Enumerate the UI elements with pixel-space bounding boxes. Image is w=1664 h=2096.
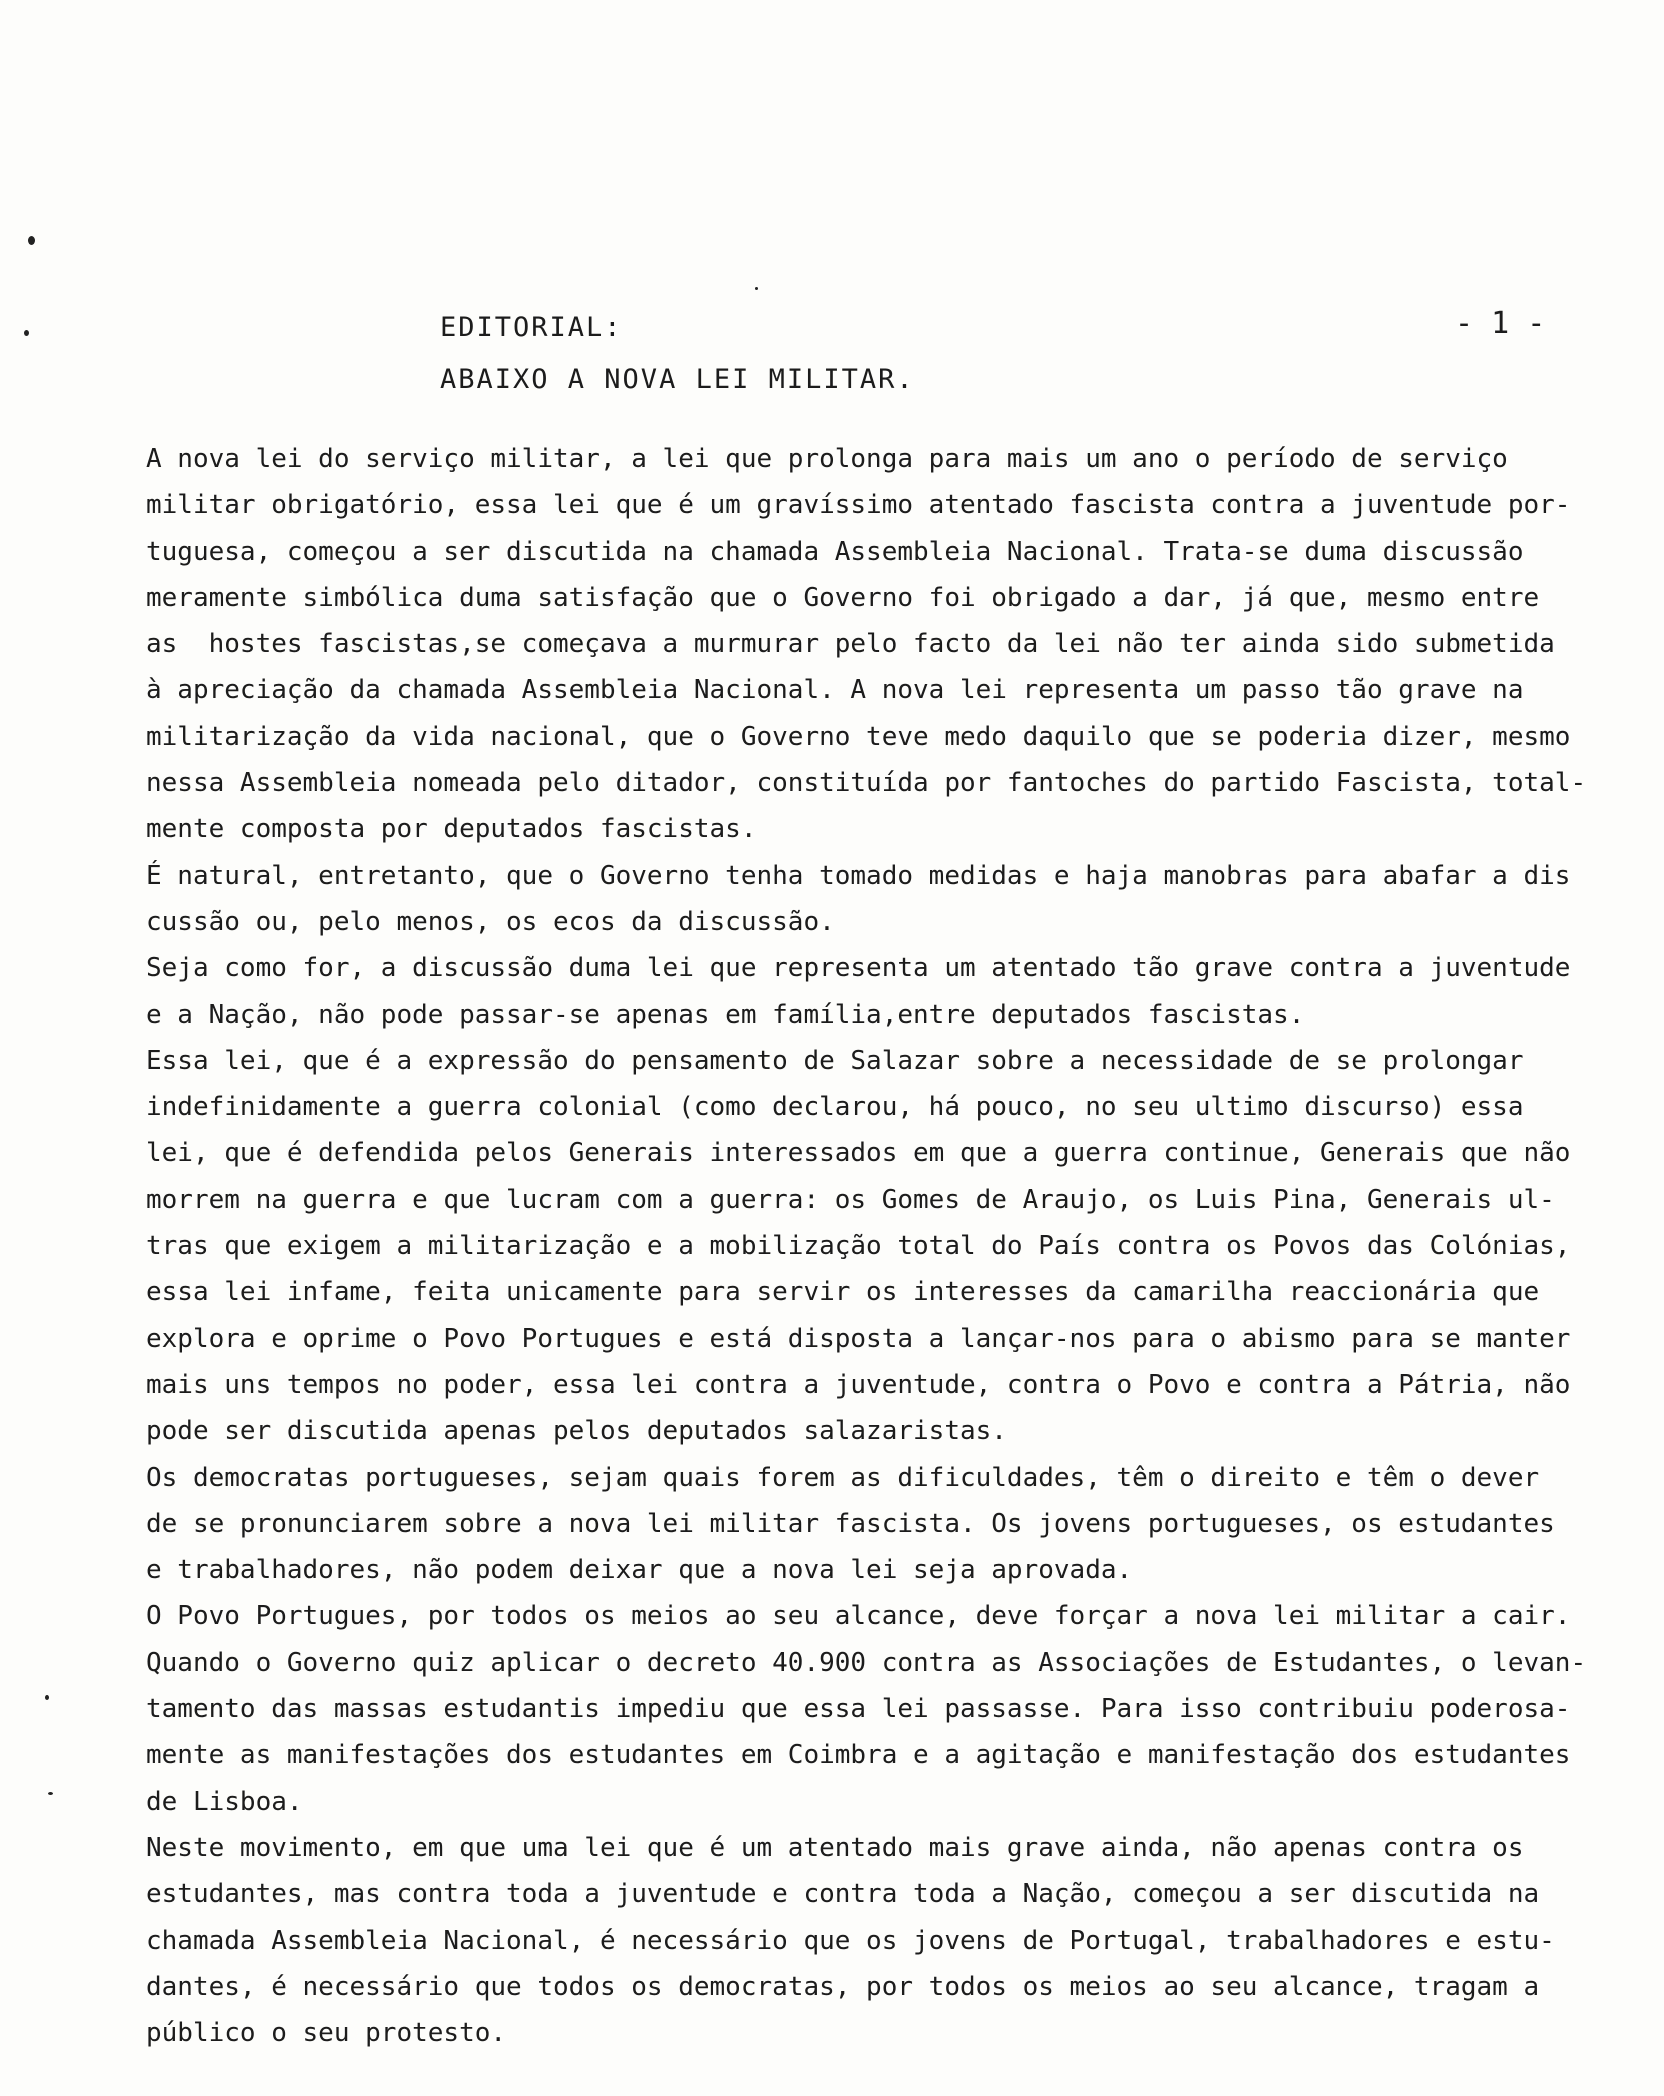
scan-speck xyxy=(755,287,758,290)
text-line: Essa lei, que é a expressão do pensamento de Salazar sobre a necessidade de se prolongar xyxy=(146,1045,1524,1076)
editorial-body xyxy=(146,436,1596,2056)
text-line: A nova lei do serviço militar, a lei que prolonga para mais um ano o período de serviço xyxy=(146,444,1508,474)
text-line: tuguesa, começou a ser discutida na chamada Assembleia Nacional. Trata-se duma discussão xyxy=(146,536,1524,567)
text-line: meramente simbólica duma satisfação que o Governo foi obrigado a dar, já que, mesmo entre xyxy=(146,582,1540,613)
text-line: e trabalhadores, não podem deixar que a nova lei seja aprovada. xyxy=(146,1555,1133,1586)
text-line: estudantes, mas contra toda a juventude e contra toda a Nação, começou a ser discutida na xyxy=(146,1879,1540,1910)
text-line: militar obrigatório, essa lei que é um gravíssimo atentado fascista contra a juventude por- xyxy=(146,490,1571,521)
text-line: O Povo Portugues, por todos os meios ao seu alcance, deve forçar a nova lei militar a cair. xyxy=(146,1601,1571,1632)
text-line: explora e oprime o Povo Portugues e está disposta a lançar-nos para o abismo para se manter xyxy=(146,1323,1571,1354)
text-line: mente composta por deputados fascistas. xyxy=(146,814,757,845)
text-line: cussão ou, pelo menos, os ecos da discussão. xyxy=(146,906,835,937)
text-line: público o seu protesto. xyxy=(146,2018,507,2049)
scan-speck xyxy=(28,236,35,245)
text-line: lei, que é defendida pelos Generais interessados em que a guerra continue, Generais que não xyxy=(146,1138,1571,1169)
editorial-label: EDITORIAL: xyxy=(440,312,623,343)
text-line: dantes, é necessário que todos os democratas, por todos os meios ao seu alcance, tragam a xyxy=(146,1971,1540,2002)
text-line: de se pronunciarem sobre a nova lei militar fascista. Os jovens portugueses, os estudantes xyxy=(146,1508,1555,1539)
text-line: militarização da vida nacional, que o Governo teve medo daquilo que se poderia dizer, mesmo xyxy=(146,721,1571,752)
text-line: tamento das massas estudantis impediu que essa lei passasse. Para isso contribuiu poderosa- xyxy=(146,1694,1571,1725)
text-line: de Lisboa. xyxy=(146,1786,303,1817)
text-line: mais uns tempos no poder, essa lei contra a juventude, contra o Povo e contra a Pátria, não xyxy=(146,1369,1571,1400)
text-line: Neste movimento, em que uma lei que é um atentado mais grave ainda, não apenas contra os xyxy=(146,1832,1524,1863)
scan-speck xyxy=(48,1792,53,1795)
text-line: e a Nação, não pode passar-se apenas em família,entre deputados fascistas. xyxy=(146,999,1305,1030)
scan-speck xyxy=(45,1695,49,1700)
text-line: essa lei infame, feita unicamente para servir os interesses da camarilha reaccionária que xyxy=(146,1277,1540,1308)
text-line: nessa Assembleia nomeada pelo ditador, constituída por fantoches do partido Fascista, total- xyxy=(146,768,1587,799)
text-line: Seja como for, a discussão duma lei que representa um atentado tão grave contra a juventude xyxy=(146,953,1571,984)
text-line: à apreciação da chamada Assembleia Nacional. A nova lei representa um passo tão grave na xyxy=(146,675,1524,706)
editorial-title: ABAIXO A NOVA LEI MILITAR. xyxy=(440,364,915,395)
text-line: indefinidamente a guerra colonial (como declarou, há pouco, no seu ultimo discurso) essa xyxy=(146,1092,1524,1123)
text-line: Quando o Governo quiz aplicar o decreto 40.900 contra as Associações de Estudantes, o levan- xyxy=(146,1647,1587,1678)
page-number: - 1 - xyxy=(1455,306,1546,341)
editorial-heading xyxy=(440,302,915,406)
text-line: É natural, entretanto, que o Governo tenha tomado medidas e haja manobras para abafar a dis xyxy=(146,860,1571,891)
text-line: chamada Assembleia Nacional, é necessário que os jovens de Portugal, trabalhadores e estu- xyxy=(146,1925,1555,1956)
text-line: morrem na guerra e que lucram com a guerra: os Gomes de Araujo, os Luis Pina, Generais ul- xyxy=(146,1184,1555,1215)
text-line: Os democratas portugueses, sejam quais forem as dificuldades, têm o direito e têm o dever xyxy=(146,1462,1540,1493)
text-line: as hostes fascistas,se começava a murmurar pelo facto da lei não ter ainda sido submetida xyxy=(146,629,1555,660)
text-line: pode ser discutida apenas pelos deputados salazaristas. xyxy=(146,1416,1007,1447)
text-line: tras que exigem a militarização e a mobilização total do País contra os Povos das Colónias, xyxy=(146,1231,1571,1262)
scan-speck xyxy=(24,330,29,336)
text-line: mente as manifestações dos estudantes em Coimbra e a agitação e manifestação dos estudantes xyxy=(146,1740,1571,1771)
